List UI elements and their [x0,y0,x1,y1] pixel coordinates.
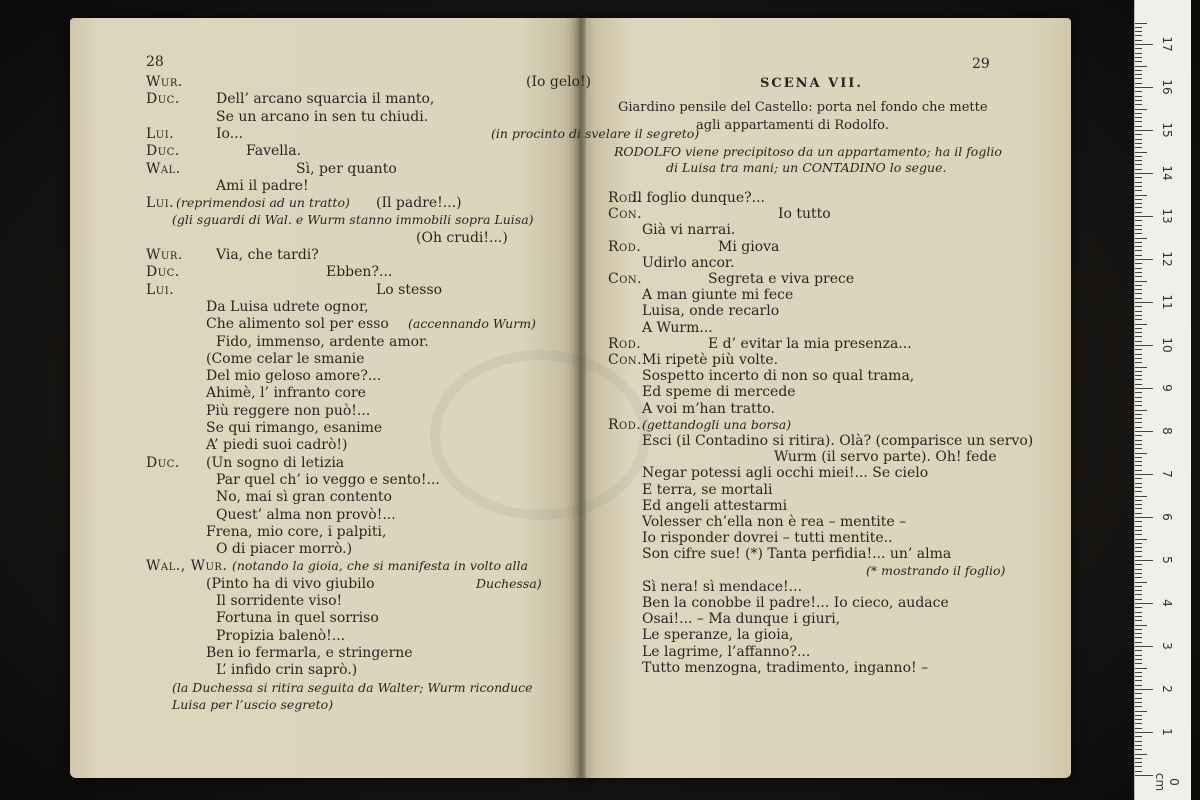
ruler-tick [1135,349,1142,350]
speaker-name: Con. [608,352,643,368]
ruler-tick [1135,530,1142,531]
verse-line: Ed speme di mercede [642,384,796,401]
ruler-label: 16 [1160,79,1174,95]
ruler-tick [1135,169,1142,170]
ruler-tick [1135,220,1142,221]
verse-line: A’ piedi suoi cadrò!) [206,437,348,454]
ruler-tick [1135,40,1142,41]
ruler-tick [1135,633,1142,634]
ruler-tick [1135,195,1147,196]
ruler-tick [1135,483,1142,484]
ruler-tick [1135,302,1153,303]
stage-direction: (gettandogli una borsa) [642,416,792,432]
ruler-tick [1135,173,1153,174]
ruler-tick [1135,203,1142,204]
verse-line: Le lagrime, l’affanno?... [642,643,811,660]
verse-line: Esci (il Contadino si ritira). Olà? (comparisce un servo) [642,433,1034,449]
stage-direction-line-2: di Luisa tra mani; un CONTADINO lo segue. [666,160,947,175]
aside-text: (Il padre!...) [376,195,462,212]
verse-line: Sì, per quanto [296,160,397,177]
ruler-label: 6 [1160,513,1174,521]
ruler-tick [1135,775,1153,776]
ruler-tick [1135,293,1142,294]
verse-line: E d’ evitar la mia presenza... [708,335,912,352]
ruler-tick [1135,160,1142,161]
ruler-tick [1135,354,1142,355]
ruler-tick [1135,315,1142,316]
ruler-tick [1135,551,1142,552]
ruler-tick [1135,375,1142,376]
verse-line: Par quel ch’ io veggo e sento!... [216,471,440,488]
ruler-tick [1135,272,1142,273]
ruler-tick [1135,48,1142,49]
verse-line: Ed angeli attestarmi [642,497,788,514]
speaker-name: Lui. [146,195,175,212]
ruler-tick [1135,255,1142,256]
ruler-tick [1135,367,1147,368]
ruler-tick [1135,668,1147,669]
speaker-name: Con. [608,271,643,287]
ruler-tick [1135,281,1147,282]
ruler-tick [1135,517,1153,518]
speaker-name: Duc. [146,264,180,281]
speaker-name: Rod. [608,335,642,352]
ruler-tick [1135,44,1153,45]
ruler-label: 17 [1160,36,1174,52]
speaker-name: Wur. [146,247,183,263]
verse-line: Favella. [246,143,302,160]
stage-direction: (notando la gioia, che si manifesta in volto alla [232,558,528,574]
ruler-tick [1135,663,1142,664]
ruler-label: 7 [1160,470,1174,478]
ruler-tick [1135,61,1142,62]
ruler-tick [1135,577,1142,578]
ruler-tick [1135,680,1142,681]
ruler-label: 4 [1160,599,1174,607]
library-watermark [430,350,650,520]
ruler-tick [1135,259,1153,260]
verse-line: A man giunte mi fece [642,287,794,304]
verse-line: A Wurm... [642,319,713,336]
ruler-tick [1135,465,1142,466]
verse-line: Che alimento sol per esso [206,316,389,333]
ruler-tick [1135,414,1142,415]
ruler-tick [1135,27,1142,28]
ruler-tick [1135,319,1142,320]
verse-line: Più reggere non può!... [206,402,371,419]
aside-text: (Io gelo!) [526,74,592,90]
ruler-tick [1135,582,1147,583]
ruler-tick [1135,543,1142,544]
ruler-tick [1135,31,1142,32]
ruler-tick [1135,659,1142,660]
ruler-tick [1135,164,1142,165]
verse-line: A voi m’han tratto. [642,400,775,417]
speaker-name: Rod. [608,190,642,206]
ruler-tick [1135,341,1142,342]
scene-setting-line-1: Giardino pensile del Castello: porta nel fondo che mette [618,100,988,115]
verse-line: Mi ripetè più volte. [642,352,779,368]
verse-line: Se qui rimango, esanime [206,420,383,436]
verse-line: Io tutto [778,206,831,223]
ruler-tick [1135,496,1147,497]
ruler-tick [1135,70,1142,71]
ruler-tick [1135,711,1147,712]
ruler-tick [1135,130,1153,131]
verse-line: Segreta e viva prece [708,271,855,287]
ruler-label: 1 [1160,728,1174,736]
aside-text: (accennando Wurm) [408,316,536,332]
ruler-tick [1135,139,1142,140]
ruler-label: 11 [1160,294,1174,310]
scene-title: SCENA VII. [760,76,863,91]
verse-line: Udirlo ancor. [642,254,735,271]
ruler-tick [1135,637,1142,638]
verse-line: Il sorridente viso! [216,593,343,609]
ruler-tick [1135,741,1142,742]
ruler-tick [1135,74,1142,75]
ruler-tick [1135,586,1142,587]
ruler-tick [1135,590,1142,591]
ruler-tick [1135,448,1142,449]
ruler-tick [1135,526,1142,527]
ruler-tick [1135,91,1142,92]
ruler-tick [1135,435,1142,436]
ruler-tick [1135,263,1142,264]
ruler-tick [1135,96,1142,97]
ruler-tick [1135,233,1142,234]
ruler-tick [1135,250,1142,251]
ruler-tick [1135,190,1142,191]
ruler-tick [1135,534,1142,535]
ruler-tick [1135,728,1142,729]
ruler-tick [1135,358,1142,359]
ruler-tick [1135,646,1153,647]
ruler-tick [1135,371,1142,372]
speaker-name: Lui. [146,281,175,298]
ruler-tick [1135,504,1142,505]
verse-line: (Pinto ha di vivo giubilo [206,575,375,592]
ruler-tick [1135,410,1147,411]
ruler-tick [1135,57,1142,58]
ruler-tick [1135,336,1142,337]
ruler-tick [1135,620,1142,621]
verse-line: (Oh crudi!...) [416,229,508,246]
ruler-tick [1135,457,1142,458]
ruler-tick [1135,156,1142,157]
ruler-tick [1135,78,1142,79]
left-page-number: 28 [146,54,164,70]
ruler-tick [1135,401,1142,402]
ruler-tick [1135,324,1147,325]
ruler-tick [1135,706,1142,707]
ruler-tick [1135,397,1142,398]
verse-line: O di piacer morrò.) [216,541,353,558]
ruler-tick [1135,556,1142,557]
stage-direction: (reprimendosi ad un tratto) [176,195,350,211]
ruler-tick [1135,306,1142,307]
ruler-tick [1135,715,1142,716]
ruler-tick [1135,444,1142,445]
ruler-tick [1135,147,1142,148]
verse-line: Il foglio dunque?... [632,190,765,206]
verse-line: L’ infido crin saprò.) [216,662,358,679]
ruler-tick [1135,298,1142,299]
ruler-tick [1135,212,1142,213]
verse-line: Del mio geloso amore?... [206,368,382,385]
verse-line: Fortuna in quel sorriso [216,610,379,627]
speaker-name: Duc. [146,143,180,160]
verse-line: Wurm (il servo parte). Oh! fede [774,449,997,466]
ruler-tick [1135,362,1142,363]
ruler-tick [1135,758,1142,759]
verse-line: Io... [216,125,244,142]
ruler-tick [1135,345,1153,346]
ruler-tick [1135,569,1142,570]
ruler-label: 9 [1160,384,1174,392]
ruler-tick [1135,732,1153,733]
ruler-tick [1135,508,1142,509]
verse-line: Volesser ch’ella non è rea – mentite – [642,514,907,530]
ruler-tick [1135,152,1147,153]
speaker-name: Con. [608,206,643,223]
ruler-tick [1135,53,1142,54]
ruler-tick [1135,564,1142,565]
ruler-label: 8 [1160,427,1174,435]
verse-line: Ben io fermarla, e stringerne [206,644,413,661]
ruler-label: 13 [1160,208,1174,224]
ruler-tick [1135,199,1142,200]
ruler-tick [1135,655,1142,656]
ruler-tick [1135,229,1142,230]
verse-line: Da Luisa udrete ognor, [206,298,369,315]
ruler-tick [1135,685,1142,686]
ruler-tick [1135,702,1142,703]
stage-direction: Luisa per l’uscio segreto) [172,696,334,712]
ruler-tick [1135,126,1142,127]
ruler-tick [1135,182,1142,183]
ruler-tick [1135,470,1142,471]
ruler-tick [1135,689,1153,690]
ruler-tick [1135,392,1142,393]
verse-line: Io risponder dovrei – tutti mentite.. [642,530,893,547]
ruler-tick [1135,625,1147,626]
verse-line: Frena, mio core, i palpiti, [206,523,387,540]
ruler-tick [1135,453,1147,454]
ruler-tick [1135,672,1142,673]
ruler-tick [1135,87,1153,88]
stage-direction: (* mostrando il foglio) [866,562,1006,578]
ruler-tick [1135,83,1142,84]
ruler-tick [1135,207,1142,208]
verse-line: Luisa, onde recarlo [642,303,780,320]
ruler-tick [1135,762,1142,763]
verse-line: Sì nera! sì mendace!... [642,578,803,595]
speaker-name: Wur. [146,74,183,90]
ruler-tick [1135,754,1147,755]
verse-line: E terra, se mortali [642,481,773,498]
ruler-label: 10 [1160,337,1174,353]
ruler-tick [1135,285,1142,286]
verse-line: Mi giova [718,238,780,255]
ruler-tick [1135,143,1142,144]
ruler-tick [1135,418,1142,419]
verse-line: Se un arcano in sen tu chiudi. [216,108,429,125]
verse-line: Osai!... – Ma dunque i giuri, [642,611,841,628]
speaker-name: Lui. [146,125,175,142]
ruler-tick [1135,616,1142,617]
verse-line: Ami il padre! [216,177,309,194]
verse-line: (Come celar le smanie [206,350,365,367]
ruler-tick [1135,268,1142,269]
ruler-tick [1135,629,1142,630]
right-page-number: 29 [972,56,990,72]
ruler-tick [1135,100,1142,101]
ruler-tick [1135,642,1142,643]
ruler-tick [1135,693,1142,694]
ruler-tick [1135,311,1142,312]
ruler-tick [1135,328,1142,329]
ruler-label: 5 [1160,556,1174,564]
ruler-tick [1135,719,1142,720]
ruler-tick [1135,771,1142,772]
speaker-name: Rod. [608,416,642,433]
ruler-tick [1135,422,1142,423]
ruler-label: 14 [1160,165,1174,181]
aside-text: (in procinto di svelare il segreto) [491,125,700,141]
ruler-tick [1135,612,1142,613]
speaker-name: Duc. [146,91,180,108]
ruler-tick [1135,121,1142,122]
verse-line: Già vi narrai. [642,222,736,239]
ruler-tick [1135,521,1142,522]
ruler-tick [1135,177,1142,178]
ruler-tick [1135,431,1153,432]
verse-line: Tutto menzogna, tradimento, inganno! – [642,659,929,676]
verse-line: Fido, immenso, ardente amor. [216,333,429,350]
ruler-tick [1135,117,1142,118]
speaker-name: Wal. [146,160,181,177]
ruler-tick [1135,676,1142,677]
ruler-tick [1135,379,1142,380]
ruler-tick [1135,491,1142,492]
measuring-ruler [1134,0,1191,800]
ruler-tick [1135,474,1153,475]
ruler-tick [1135,66,1147,67]
ruler-tick [1135,698,1142,699]
stage-direction: (la Duchessa si ritira seguita da Walter; Wurm riconduce [172,679,533,695]
ruler-tick [1135,238,1147,239]
ruler-tick [1135,332,1142,333]
verse-line: No, mai sì gran contento [216,489,392,506]
ruler-tick [1135,384,1142,385]
ruler-tick [1135,573,1142,574]
verse-line: Via, che tardi? [216,247,319,263]
ruler-tick [1135,225,1142,226]
ruler-tick [1135,487,1142,488]
ruler-tick [1135,23,1147,24]
ruler-tick [1135,745,1142,746]
speaker-name: Duc. [146,454,180,471]
verse-line: Son cifre sue! (*) Tanta perfidia!... un’ alma [642,546,952,563]
ruler-tick [1135,276,1142,277]
stage-direction: (gli sguardi di Wal. e Wurm stanno immobili sopra Luisa) [172,212,534,228]
ruler-tick [1135,513,1142,514]
ruler-tick [1135,607,1142,608]
ruler-tick [1135,478,1142,479]
speaker-name: Wal., Wur. [146,558,228,575]
verse-line: Negar potessi agli occhi miei!... Se cielo [642,465,929,482]
verse-line: Ahimè, l’ infranto core [206,385,366,402]
ruler-tick [1135,405,1142,406]
verse-line: Lo stesso [376,281,443,298]
ruler-tick [1135,461,1142,462]
verse-line: Dell’ arcano squarcia il manto, [216,91,435,108]
ruler-tick [1135,547,1142,548]
ruler-label: 3 [1160,642,1174,650]
ruler-tick [1135,104,1142,105]
ruler-tick [1135,749,1142,750]
ruler-label: 15 [1160,122,1174,138]
ruler-tick [1135,186,1142,187]
verse-line: Ebben?... [326,264,393,281]
ruler-label: 0 cm [1153,772,1181,792]
verse-line: (Un sogno di letizia [206,454,345,471]
aside-text: Duchessa) [476,575,542,591]
ruler-tick [1135,599,1142,600]
ruler-tick [1135,723,1142,724]
ruler-tick [1135,539,1147,540]
ruler-tick [1135,216,1153,217]
ruler-tick [1135,246,1142,247]
verse-line: Ben la conobbe il padre!... Io cieco, audace [642,595,949,611]
stage-direction-line-1: RODOLFO viene precipitoso da un appartamento; ha il foglio [614,144,1002,159]
ruler-tick [1135,388,1153,389]
ruler-tick [1135,440,1142,441]
verse-line: Le speranze, la gioia, [642,627,794,644]
ruler-tick [1135,35,1142,36]
ruler-tick [1135,766,1142,767]
ruler-label: 12 [1160,251,1174,267]
ruler-tick [1135,113,1142,114]
ruler-tick [1135,500,1142,501]
ruler-tick [1135,603,1153,604]
verse-line: Sospetto incerto di non so qual trama, [642,368,915,385]
ruler-tick [1135,134,1142,135]
scene-setting-line-2: agli appartamenti di Rodolfo. [696,118,889,133]
ruler-label: 2 [1160,685,1174,693]
ruler-tick [1135,736,1142,737]
speaker-name: Rod. [608,238,642,255]
ruler-tick [1135,427,1142,428]
ruler-tick [1135,594,1142,595]
ruler-tick [1135,650,1142,651]
ruler-tick [1135,109,1147,110]
ruler-tick [1135,289,1142,290]
verse-line: Propizia balenò!... [216,627,346,644]
verse-line: Quest’ alma non provò!... [216,506,396,523]
ruler-tick [1135,242,1142,243]
ruler-tick [1135,560,1153,561]
